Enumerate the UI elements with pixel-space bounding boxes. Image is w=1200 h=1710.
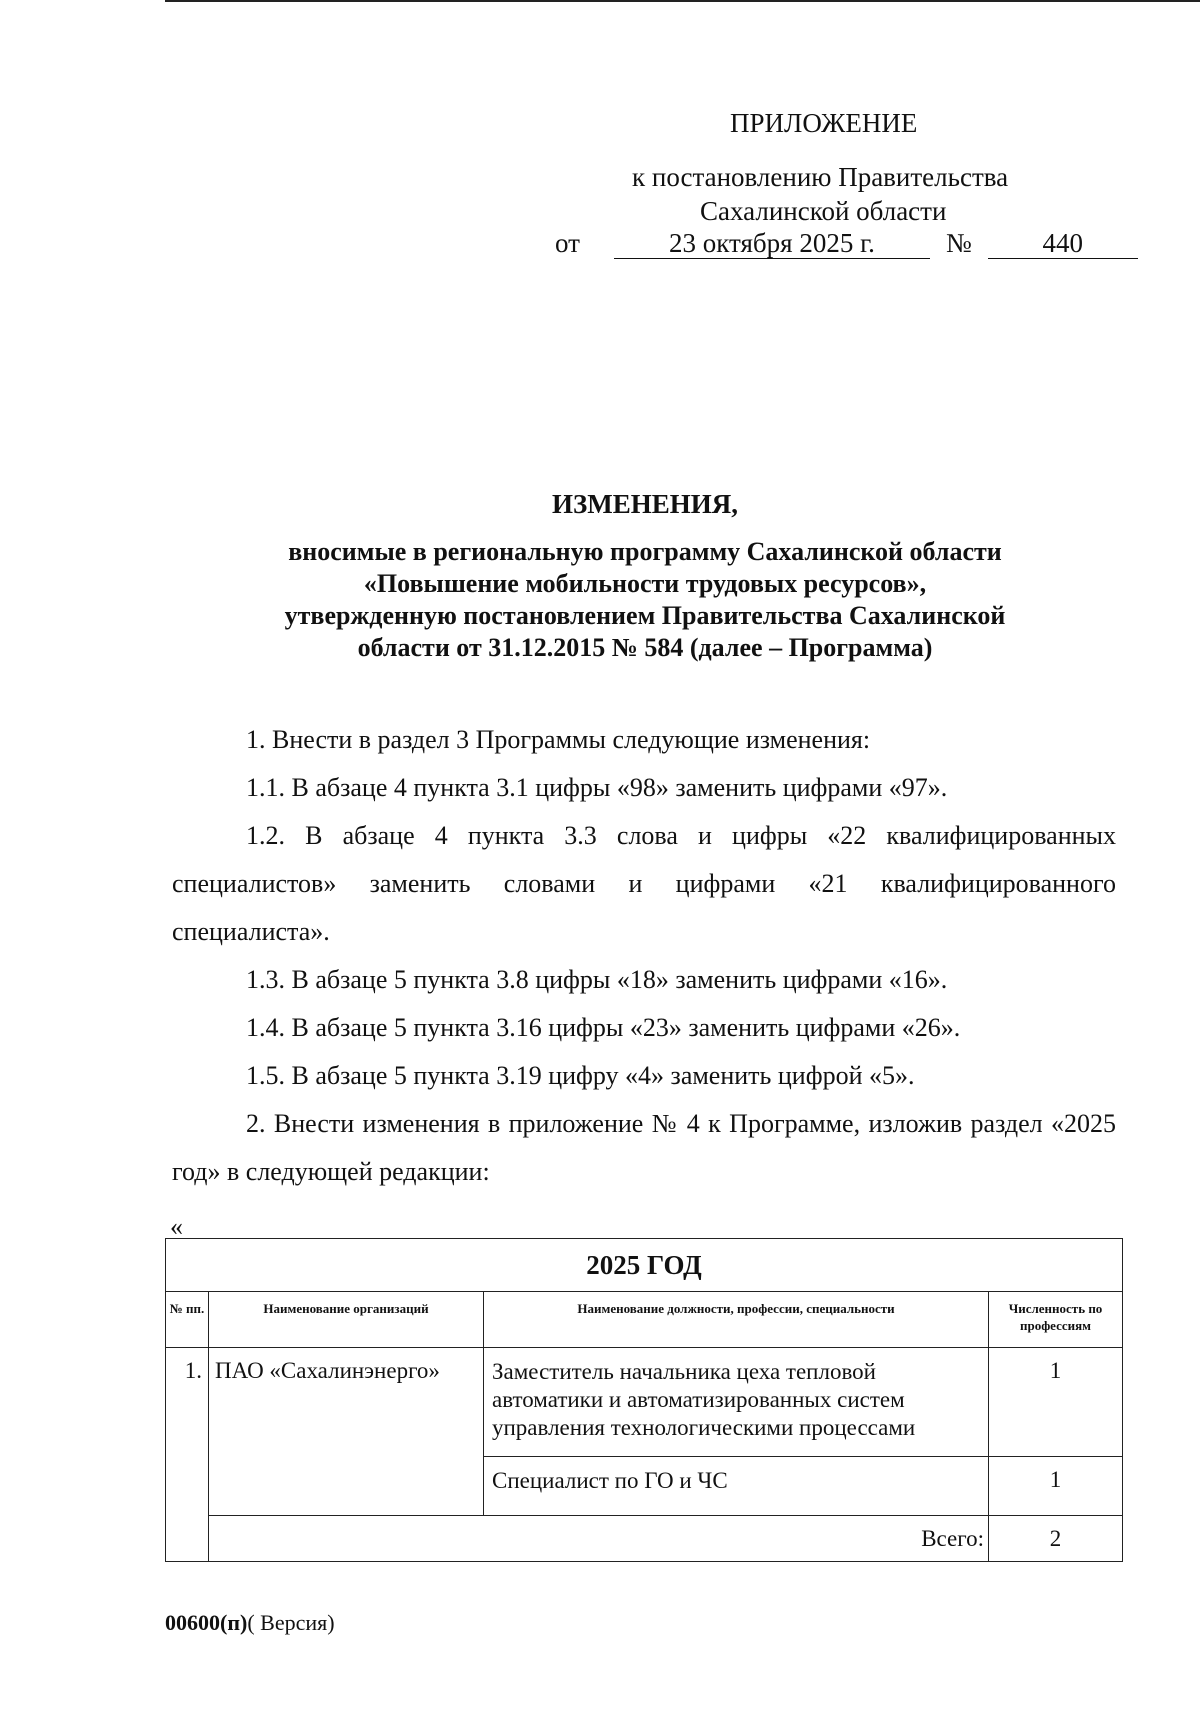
header-num: № пп. (166, 1292, 209, 1348)
row-number: 1. (166, 1348, 209, 1562)
heading-line-4: области от 31.12.2015 № 584 (далее – Программа) (357, 633, 933, 662)
row-position: Заместитель начальника цеха тепловой автоматики и автоматизированных систем управления технологическими процессами (484, 1348, 989, 1457)
positions-table (165, 1238, 1123, 1562)
footer-code: 00600(п) (165, 1610, 248, 1635)
header-org: Наименование организаций (209, 1292, 484, 1348)
appendix-line-2: Сахалинской области (700, 196, 947, 226)
heading-line-3: утвержденную постановлением Правительства Сахалинской (284, 601, 1006, 630)
open-quote: « (170, 1212, 183, 1241)
row-count: 1 (989, 1457, 1123, 1516)
total-label: Всего: (209, 1516, 989, 1562)
paragraph-1-1: 1.1. В абзаце 4 пункта 3.1 цифры «98» заменить цифрами «97». (246, 773, 948, 802)
paragraph-1: 1. Внести в раздел 3 Программы следующие изменения: (246, 725, 871, 754)
table-year-title: 2025 ГОД (166, 1239, 1123, 1292)
heading-line-1: вносимые в региональную программу Сахалинской области (288, 537, 1002, 566)
document-body (172, 716, 1116, 1196)
appendix-title: ПРИЛОЖЕНИЕ (730, 108, 918, 138)
paragraph-1-4: 1.4. В абзаце 5 пункта 3.16 цифры «23» заменить цифрами «26». (246, 1013, 961, 1042)
header-position: Наименование должности, профессии, специальности (484, 1292, 989, 1348)
heading-line-2: «Повышение мобильности трудовых ресурсов», (363, 569, 927, 598)
header-count: Численность по профессиям (989, 1292, 1123, 1348)
row-count: 1 (989, 1348, 1123, 1457)
footer-version: ( Версия) (247, 1610, 335, 1635)
row-position: Специалист по ГО и ЧС (484, 1457, 989, 1516)
table-row (166, 1348, 1123, 1457)
table-total-row (166, 1516, 1123, 1562)
paragraph-2: 2. Внести изменения в приложение № 4 к Программе, изложив раздел «2025 год» в следующей редакции: (172, 1109, 1116, 1186)
row-org: ПАО «Сахалинэнерго» (209, 1348, 484, 1516)
total-value: 2 (989, 1516, 1123, 1562)
top-border-line (165, 0, 1200, 2)
appendix-date-number (555, 228, 1138, 259)
number-label: № (945, 228, 972, 258)
paragraph-1-5: 1.5. В абзаце 5 пункта 3.19 цифру «4» заменить цифрой «5». (246, 1061, 915, 1090)
paragraph-1-2: 1.2. В абзаце 4 пункта 3.3 слова и цифры «22 квалифицированных специалистов» заменить словами и цифрами «21 квалифицированного специалиста». (172, 821, 1116, 946)
document-heading (0, 488, 1200, 664)
decree-date: 23 октября 2025 г. (614, 228, 930, 259)
decree-number: 440 (988, 228, 1138, 259)
appendix-line-1: к постановлению Правительства (632, 162, 1009, 192)
paragraph-1-3: 1.3. В абзаце 5 пункта 3.8 цифры «18» заменить цифрами «16». (246, 965, 948, 994)
heading-title: ИЗМЕНЕНИЯ, (551, 489, 738, 519)
footer (165, 1610, 335, 1636)
from-label: от (555, 228, 580, 258)
